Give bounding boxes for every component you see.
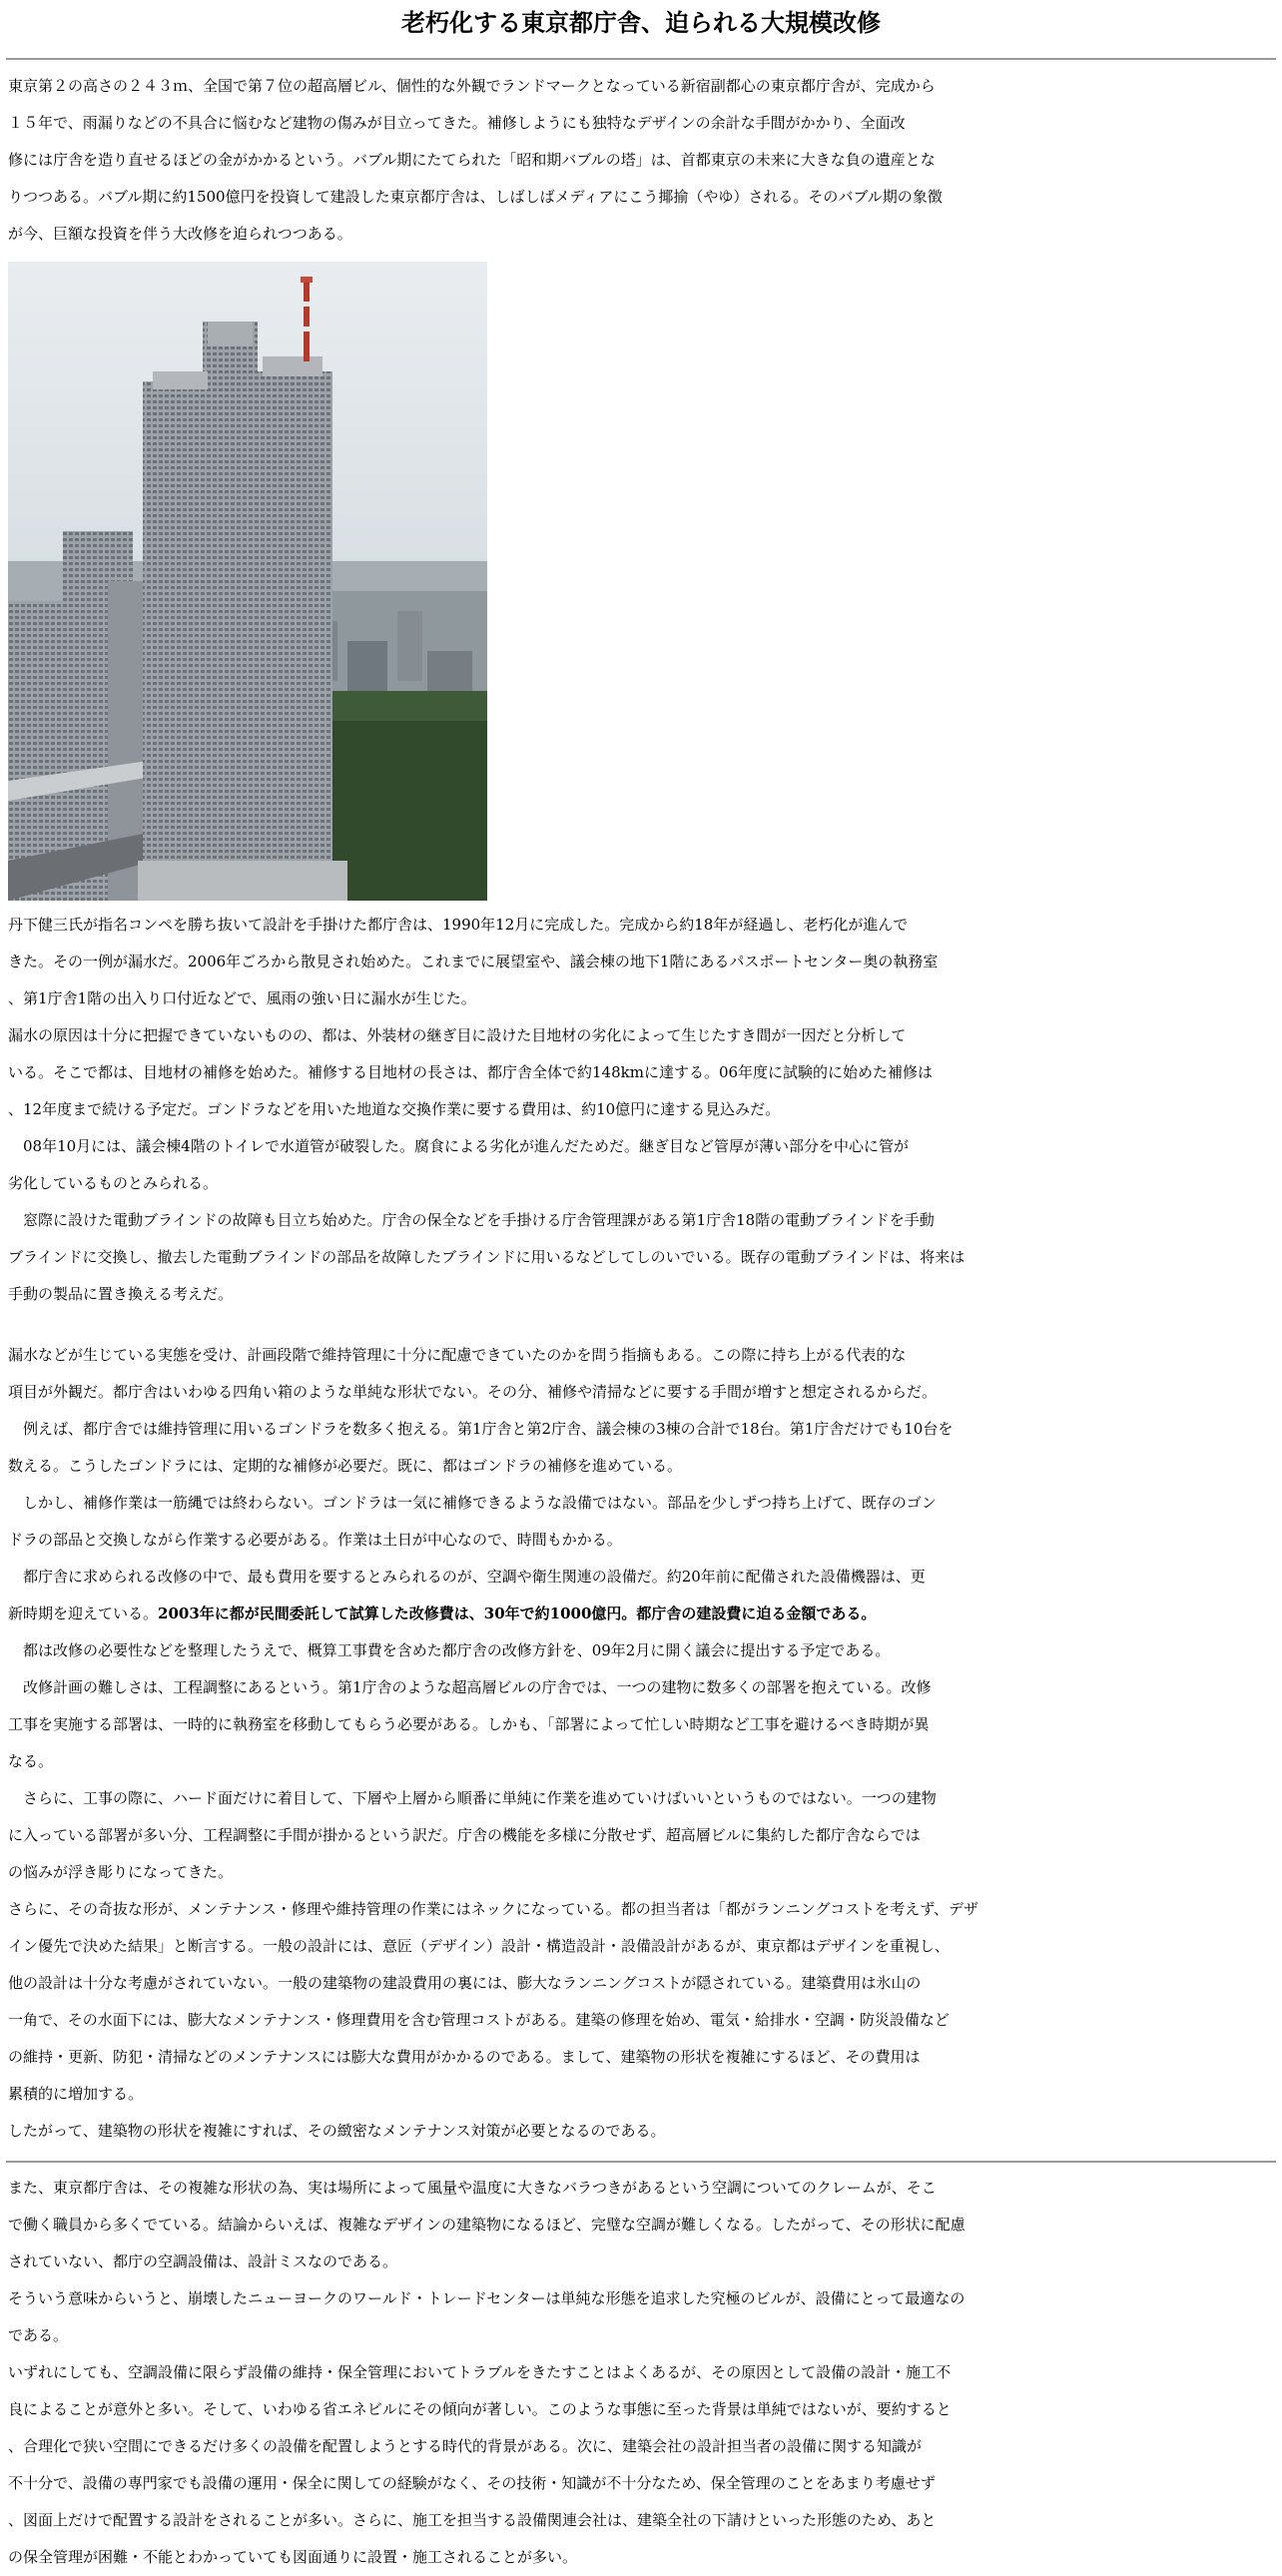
body-line: 、合理化で狭い空間にできるだけ多くの設備を配置しようとする時代的背景がある。次に、建築会社の設計担当者の設備に関する知識が [8, 2437, 923, 2455]
body-line: されていない、都庁の空調設備は、設計ミスなのである。 [8, 2253, 398, 2270]
body-line: の維持・更新、防犯・清掃などのメンテナンスには膨大な費用がかかるのである。まして、建築物の形状を複雑にするほど、その費用は [8, 2048, 921, 2066]
body-line: いずれにしても、空調設備に限らず設備の維持・保全管理においてトラブルをきたすことはよくあるが、その原因として設備の設計・施工不 [8, 2363, 952, 2381]
body-line: である。 [8, 2326, 69, 2344]
body-line: の悩みが浮き彫りになってきた。 [8, 1863, 234, 1881]
intro-line: りつつある。バブル期に約1500億円を投資して建設した東京都庁舎は、しばしばメディアにこう揶揄（やゆ）される。そのバブル期の象徴 [8, 188, 943, 206]
body-line: の保全管理が困難・不能とわかっていても図面通りに設置・施工されることが多い。 [8, 2548, 578, 2566]
body-line: で働く職員から多くでている。結論からいえば、複雑なデザインの建築物になるほど、完璧な空調が難しくなる。したがって、その形状に配慮 [8, 2216, 965, 2234]
body-line: 漏水などが生じている実態を受け、計画段階で維持管理に十分に配慮できていたのかを問う指摘もある。この際に持ち上がる代表的な [8, 1346, 907, 1364]
body-line: 都は改修の必要性などを整理したうえで、概算工事費を含めた都庁舎の改修方針を、09年2月に開く議会に提出する予定である。 [8, 1641, 891, 1659]
body-line: したがって、建築物の形状を複雑にすれば、その緻密なメンテナンス対策が必要となるのである。 [8, 2122, 666, 2140]
body-line: しかし、補修作業は一筋縄では終わらない。ゴンドラは一気に補修できるような設備ではない。部品を少しずつ持ち上げて、既存のゴン [8, 1494, 937, 1512]
body-line: イン優先で決めた結果」と断言する。一般の設計には、意匠（デザイン）設計・構造設計・設備設計があるが、東京都はデザインを重視し、 [8, 1937, 950, 1955]
body-line: 、12年度まで続ける予定だ。ゴンドラなどを用いた地道な交換作業に要する費用は、約10億円に達する見込みだ。 [8, 1100, 781, 1118]
body-line: きた。その一例が漏水だ。2006年ごろから散見され始めた。これまでに展望室や、議会棟の地下1階にあるパスポートセンター奥の執務室 [8, 953, 939, 970]
body-line: 不十分で、設備の専門家でも設備の運用・保全に関しての経験がなく、その技術・知識が不十分なため、保全管理のことをあまり考慮せず [8, 2474, 936, 2492]
body-line: また、東京都庁舎は、その複雑な形状の為、実は場所によって風量や温度に大きなバラつきがあるという空調についてのクレームが、そこ [8, 2179, 937, 2197]
body-line-prefix: 新時期を迎えている。 [8, 1605, 159, 1622]
body-line: さらに、工事の際に、ハード面だけに着目して、下層や上層から順番に単純に作業を進めていけばいいというものではない。一つの建物 [8, 1789, 937, 1807]
body-line: 一角で、その水面下には、膨大なメンテナンス・修理費用を含む管理コストがある。建築の修理を始め、電気・給排水・空調・防災設備など [8, 2011, 950, 2029]
body-line: なる。 [8, 1752, 54, 1770]
body-line: 都庁舎に求められる改修の中で、最も費用を要するとみられるのが、空調や衛生関連の設備だ。約20年前に配備された設備機器は、更 [8, 1568, 926, 1586]
title-divider [6, 58, 1276, 60]
body-line-with-emphasis [8, 1596, 1266, 1632]
body-line: 丹下健三氏が指名コンペを勝ち抜いて設計を手掛けた都庁舎は、1990年12月に完成した。完成から約18年が経過し、老朽化が進んで [8, 916, 909, 934]
body-line: 例えば、都庁舎では維持管理に用いるゴンドラを数多く抱える。第1庁舎と第2庁舎、議会棟の3棟の合計で18台。第1庁舎だけでも10台を [8, 1420, 954, 1438]
body-line: ドラの部品と交換しながら作業する必要がある。作業は土日が中心なので、時間もかかる。 [8, 1531, 622, 1549]
section-divider [6, 2161, 1276, 2163]
body-line: ブラインドに交換し、撤去した電動ブラインドの部品を故障したブラインドに用いるなどしてしのいでいる。既存の電動ブラインドは、将来は [8, 1248, 965, 1266]
intro-line: 修には庁舎を造り直せるほどの金がかかるという。バブル期にたてられた「昭和期バブルの塔」は、首都東京の未来に大きな負の遺産とな [8, 151, 936, 169]
intro-paragraph [8, 68, 1266, 253]
section-aging-issues [8, 907, 1266, 1313]
body-line: いる。そこで都は、目地材の補修を始めた。補修する目地材の長さは、都庁舎全体で約148kmに達する。06年度に試験的に始めた補修は [8, 1063, 934, 1081]
body-line: 工事を実施する部署は、一時的に執務室を移動してもらう必要がある。しかも、「部署によって忙しい時期など工事を避けるべき時期が異 [8, 1715, 930, 1733]
body-line: そういう意味からいうと、崩壊したニューヨークのワールド・トレードセンターは単純な形態を追求した究極のビルが、設備にとって最適なの [8, 2289, 965, 2307]
body-line: 数える。こうしたゴンドラには、定期的な補修が必要だ。既に、都はゴンドラの補修を進めている。 [8, 1457, 683, 1475]
intro-line: 東京第２の高さの２４３ｍ、全国で第７位の超高層ビル、個性的な外観でランドマークとなっている新宿副都心の東京都庁舎が、完成から [8, 77, 936, 95]
section-maintenance-design [8, 1337, 1266, 2150]
body-line: 、第1庁舎1階の出入り口付近などで、風雨の強い日に漏水が生じた。 [8, 989, 476, 1007]
body-line: 他の設計は十分な考慮がされていない。一般の建築物の建設費用の裏には、膨大なランニングコストが隠されている。建築費用は氷山の [8, 1974, 922, 1992]
body-line: 漏水の原因は十分に把握できていないものの、都は、外装材の継ぎ目に設けた目地材の劣化によって生じたすき間が一因だと分析して [8, 1026, 907, 1044]
tokyo-government-building-photo [8, 262, 487, 901]
intro-line: １５年で、雨漏りなどの不具合に悩むなど建物の傷みが目立ってきた。補修しようにも独特なデザインの余計な手間がかかり、全面改 [8, 114, 906, 132]
body-line: 、図面上だけで配置する設計をされることが多い。さらに、施工を担当する設備関連会社は、建築全社の下請けといった形態のため、あと [8, 2511, 937, 2529]
intro-line: が今、巨額な投資を伴う大改修を迫られつつある。 [8, 225, 352, 243]
body-line: 良によることが意外と多い。そして、いわゆる省エネビルにその傾向が著しい。このような事態に至った背景は単純ではないが、要約すると [8, 2400, 952, 2418]
body-line: さらに、その奇抜な形が、メンテナンス・修理や維持管理の作業にはネックになっている。都の担当者は「都がランニングコストを考えず、デザ [8, 1900, 979, 1918]
body-line: 08年10月には、議会棟4階のトイレで水道管が破裂した。腐食による劣化が進んだためだ。継ぎ目など管厚が薄い部分を中心に管が [8, 1137, 909, 1155]
body-line: 累積的に増加する。 [8, 2085, 144, 2103]
body-line: 窓際に設けた電動ブラインドの故障も目立ち始めた。庁舎の保全などを手掛ける庁舎管理課がある第1庁舎18階の電動ブラインドを手動 [8, 1211, 935, 1229]
body-line: 劣化しているものとみられる。 [8, 1174, 219, 1192]
body-line: 項目が外観だ。都庁舎はいわゆる四角い箱のような単純な形状でない。その分、補修や清掃などに要する手間が増すと想定されるからだ。 [8, 1383, 938, 1401]
article-title: 老朽化する東京都庁舎、迫られる大規模改修 [401, 9, 881, 37]
body-line: に入っている部署が多い分、工程調整に手間が掛かるという訳だ。庁舎の機能を多様に分散せず、超高層ビルに集約した都庁舎ならでは [8, 1826, 921, 1844]
body-line: 手動の製品に置き換える考えだ。 [8, 1285, 234, 1303]
cost-estimate-emphasis: 2003年に都が民間委託して試算した改修費は、30年で約1000億円。都庁舎の建設費に迫る金額である。 [158, 1605, 877, 1622]
body-line: 改修計画の難しさは、工程調整にあるという。第1庁舎のような超高層ビルの庁舎では、一つの建物に数多くの部署を抱えている。改修 [8, 1678, 932, 1696]
section-air-conditioning [8, 2170, 1266, 2576]
